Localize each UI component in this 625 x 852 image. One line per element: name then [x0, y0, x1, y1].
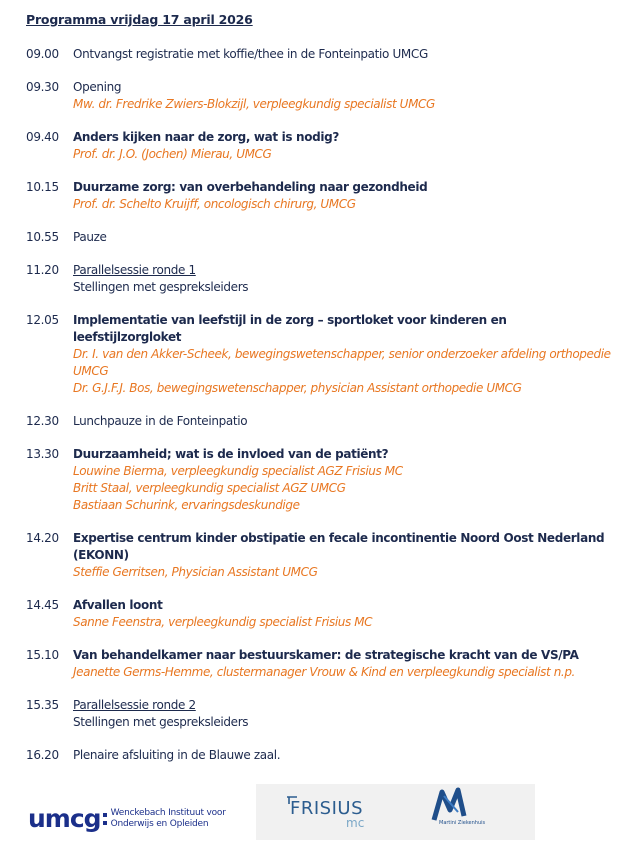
program-item — [26, 597, 616, 631]
program-item — [26, 697, 616, 731]
program-title: Ontvangst registratie met koffie/thee in de Fonteinpatio UMCG — [73, 47, 428, 61]
program-speaker: Sanne Feenstra, verpleegkundig specialist Frisius MC — [73, 615, 373, 629]
program-item — [26, 79, 616, 113]
umcg-institute-text — [111, 808, 226, 830]
program-item — [26, 229, 616, 246]
program-body — [73, 79, 616, 113]
program-time: 09.30 — [26, 80, 59, 94]
program-time: 09.40 — [26, 130, 59, 144]
program-speaker: Mw. dr. Fredrike Zwiers-Blokzijl, verpleegkundig specialist UMCG — [73, 97, 435, 111]
program-title: Parallelsessie ronde 1 — [73, 263, 196, 277]
program-body — [73, 597, 616, 631]
program-speaker: Dr. I. van den Akker-Scheek, bewegingswetenschapper, senior onderzoeker afdeling orthopedie UMCG — [73, 347, 611, 378]
program-title: Lunchpauze in de Fonteinpatio — [73, 414, 248, 428]
program-body — [73, 46, 616, 63]
program-body — [73, 229, 616, 246]
program-speaker: Steffie Gerritsen, Physician Assistant UMCG — [73, 565, 318, 579]
martini-label: Martini Ziekenhuis — [439, 820, 486, 826]
program-time: 09.00 — [26, 47, 59, 61]
page-title: Programma vrijdag 17 april 2026 — [26, 12, 253, 27]
martini-logo — [414, 784, 535, 840]
program-title: Expertise centrum kinder obstipatie en fecale incontinentie Noord Oost Nederland (EKONN) — [73, 531, 605, 562]
frisius-wordmark: FRISIUS — [290, 798, 364, 819]
program-speaker: Britt Staal, verpleegkundig specialist AGZ UMCG — [73, 481, 346, 495]
program-title: Afvallen loont — [73, 598, 163, 612]
program-item — [26, 312, 616, 397]
program-time: 14.20 — [26, 531, 59, 545]
program-body — [73, 129, 616, 163]
program-time: 15.35 — [26, 698, 59, 712]
program-title: Parallelsessie ronde 2 — [73, 698, 196, 712]
program-body — [73, 647, 616, 681]
logo-footer — [0, 784, 625, 852]
frisius-mark-icon — [286, 795, 298, 805]
program-time: 11.20 — [26, 263, 59, 277]
program-item — [26, 446, 616, 514]
program-time: 12.30 — [26, 414, 59, 428]
umcg-logo — [28, 804, 226, 833]
martini-m-icon — [430, 786, 470, 824]
program-item — [26, 262, 616, 296]
program-speaker: Jeanette Germs-Hemme, clustermanager Vrouw & Kind en verpleegkundig specialist n.p. — [73, 665, 575, 679]
program-time: 13.30 — [26, 447, 59, 461]
program-item — [26, 747, 616, 764]
program-title: Opening — [73, 80, 122, 94]
umcg-wordmark: umcg — [28, 804, 101, 833]
frisius-logo — [256, 784, 414, 840]
frisius-mc: mc — [346, 816, 365, 830]
program-body — [73, 747, 616, 764]
program-speaker: Prof. dr. Schelto Kruijff, oncologisch chirurg, UMCG — [73, 197, 356, 211]
program-title: Implementatie van leefstijl in de zorg – sportloket voor kinderen en leefstijlzorgloket — [73, 313, 507, 344]
program-body — [73, 179, 616, 213]
program-item — [26, 413, 616, 430]
program-note: Stellingen met gespreksleiders — [73, 280, 249, 294]
program-title: Plenaire afsluiting in de Blauwe zaal. — [73, 748, 281, 762]
umcg-institute-line-2: Onderwijs en Opleiden — [110, 818, 209, 829]
program-title: Pauze — [73, 230, 107, 244]
program-body — [73, 262, 616, 296]
program-title: Van behandelkamer naar bestuurskamer: de strategische kracht van de VS/PA — [73, 648, 579, 662]
program-speaker: Louwine Bierma, verpleegkundig specialist AGZ Frisius MC — [73, 464, 403, 478]
program-item — [26, 46, 616, 63]
program-speaker: Bastiaan Schurink, ervaringsdeskundige — [73, 498, 300, 512]
program-note: Stellingen met gespreksleiders — [73, 715, 249, 729]
program-time: 10.55 — [26, 230, 59, 244]
program-time: 15.10 — [26, 648, 59, 662]
program-title: Anders kijken naar de zorg, wat is nodig? — [73, 130, 339, 144]
program-speaker: Dr. G.J.F.J. Bos, bewegingswetenschapper, physician Assistant orthopedie UMCG — [73, 381, 522, 395]
umcg-institute-line-1: Wenckebach Instituut voor — [110, 807, 226, 818]
program-time: 14.45 — [26, 598, 59, 612]
program-body — [73, 312, 616, 397]
program-time: 16.20 — [26, 748, 59, 762]
program-body — [73, 413, 616, 430]
program-body — [73, 697, 616, 731]
program-item — [26, 129, 616, 163]
program-item — [26, 647, 616, 681]
frisius-wordmark-wrap — [290, 798, 365, 830]
program-time: 10.15 — [26, 180, 59, 194]
program-body — [73, 530, 616, 581]
program-item — [26, 530, 616, 581]
program-time: 12.05 — [26, 313, 59, 327]
program-title: Duurzame zorg: van overbehandeling naar gezondheid — [73, 180, 428, 194]
program-speaker: Prof. dr. J.O. (Jochen) Mierau, UMCG — [73, 147, 272, 161]
program-list — [26, 46, 616, 780]
program-item — [26, 179, 616, 213]
umcg-colon-icon — [103, 813, 107, 825]
program-title: Duurzaamheid; wat is de invloed van de patiënt? — [73, 447, 389, 461]
program-body — [73, 446, 616, 514]
